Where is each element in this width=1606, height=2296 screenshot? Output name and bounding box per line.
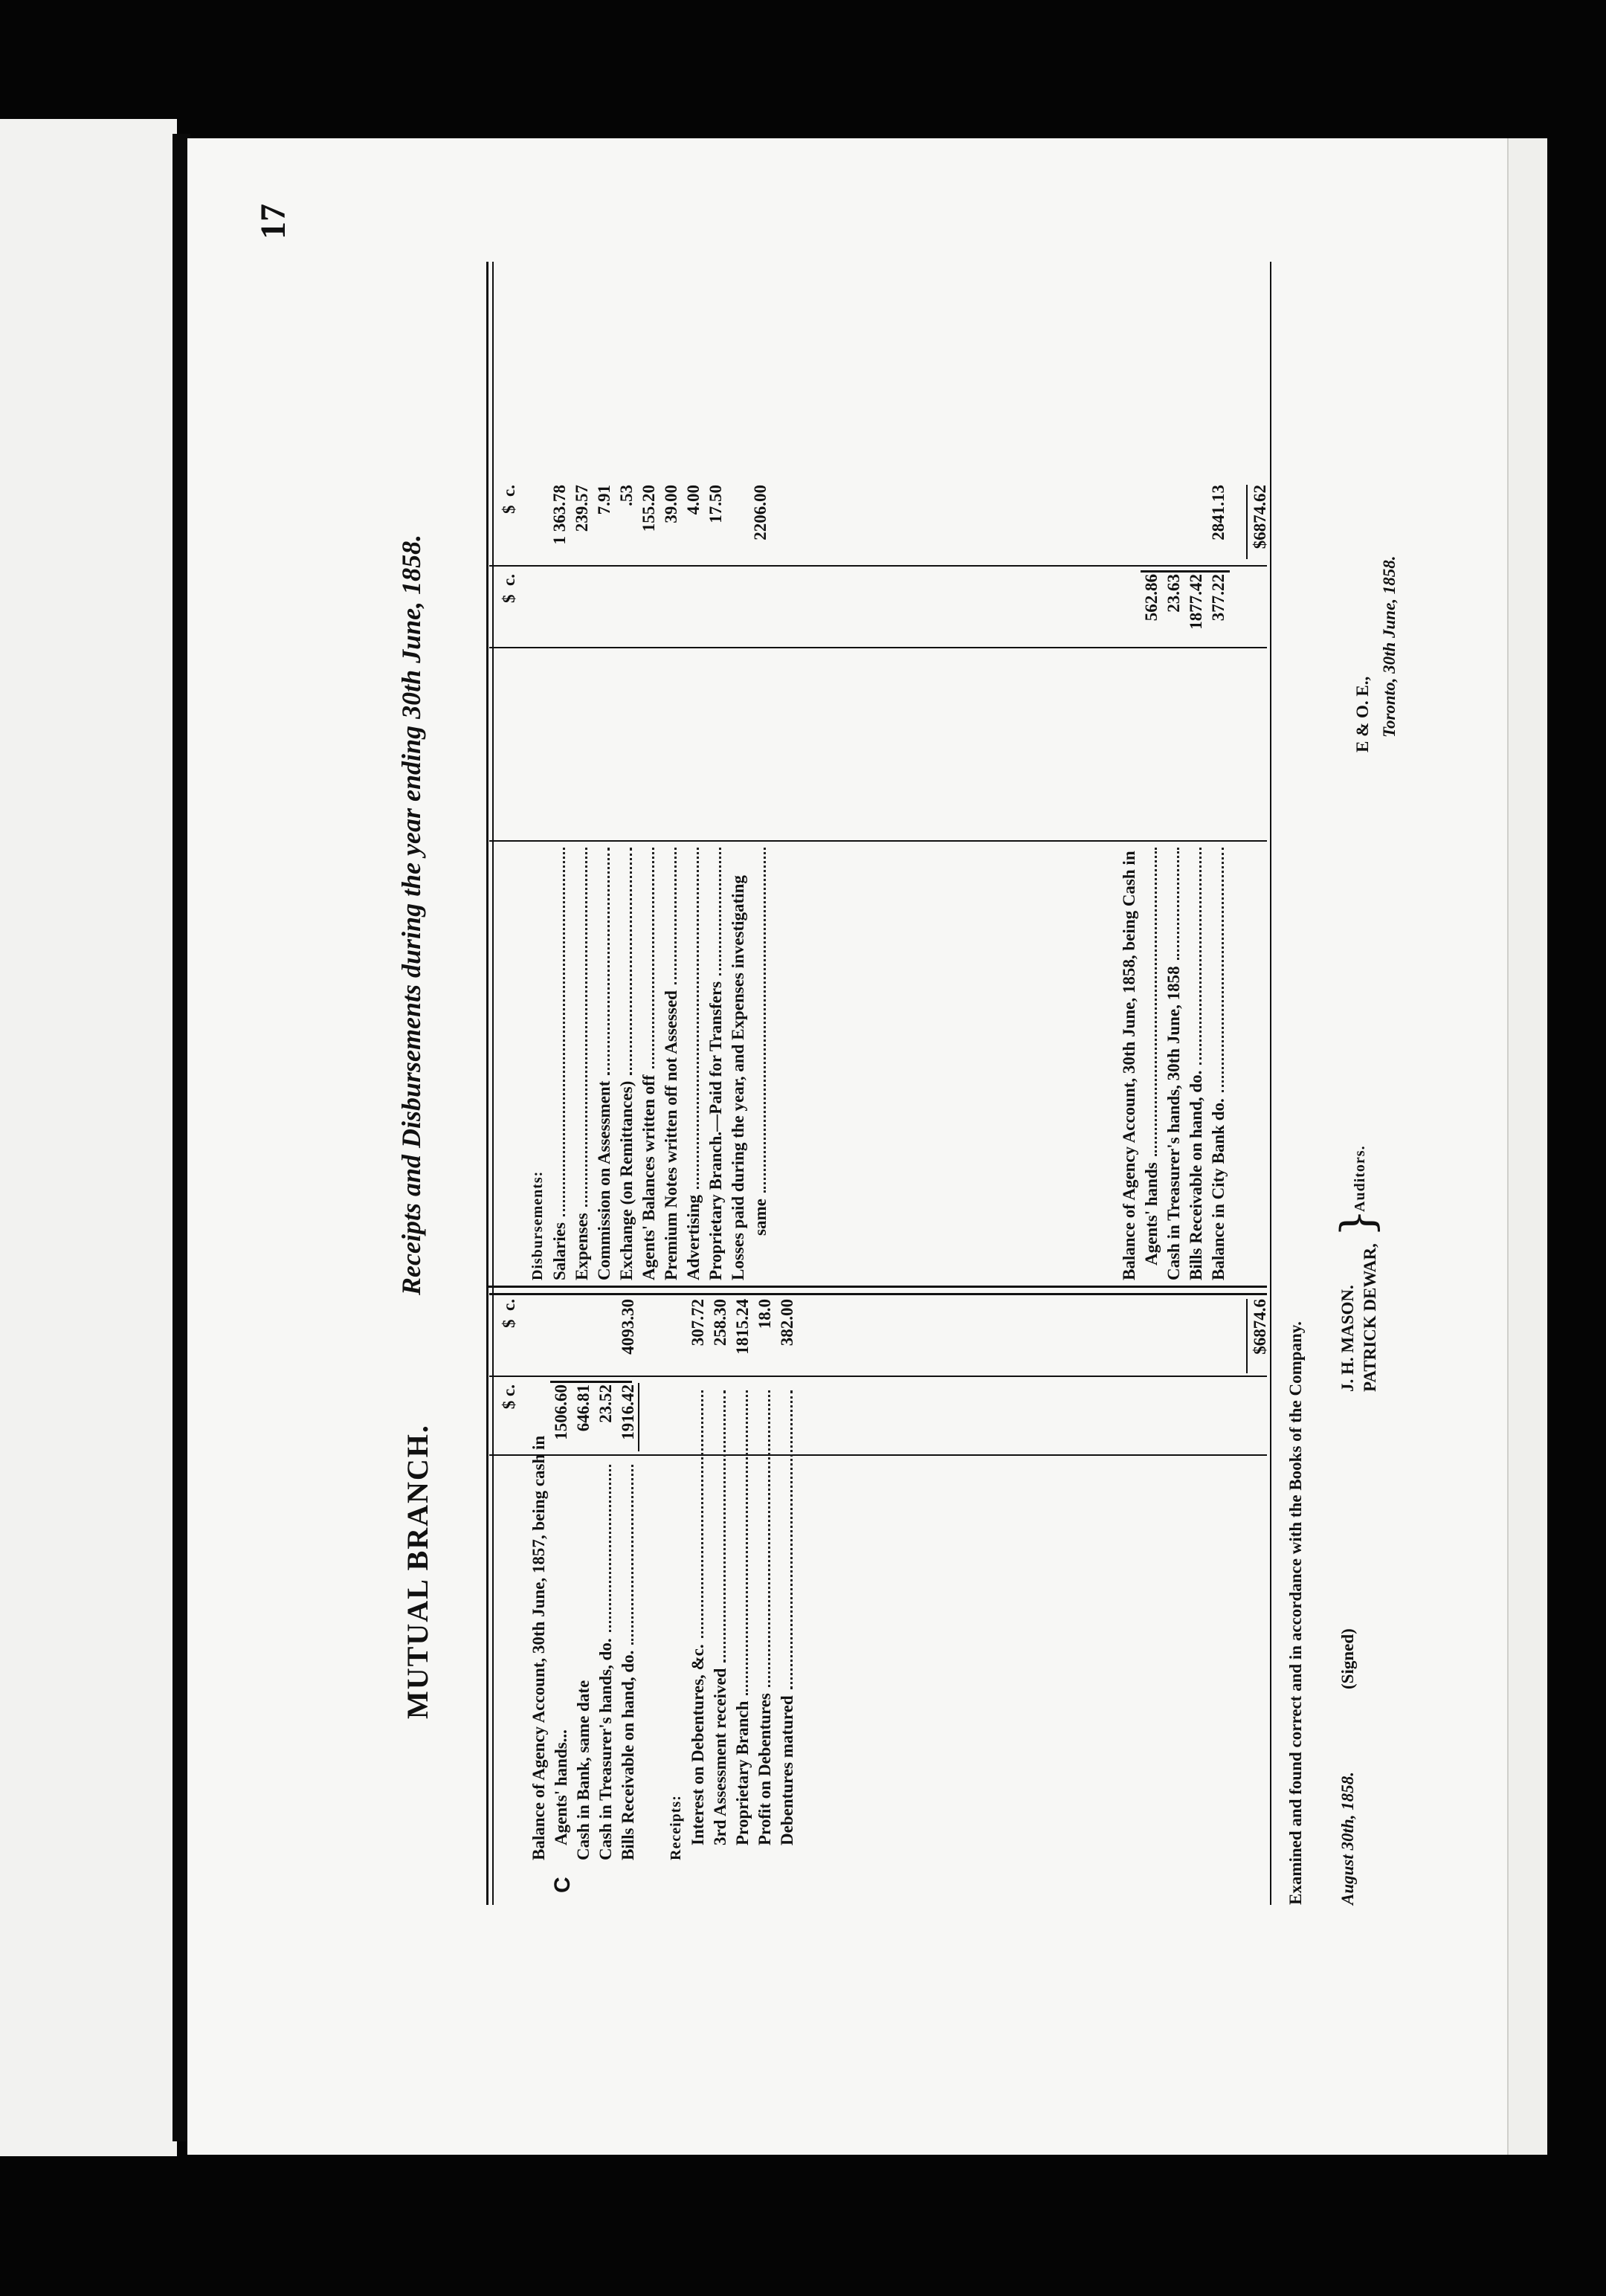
disbursement-item: Premium Notes written off not Assessed <box>660 842 683 1280</box>
receipts-col-rule-1 <box>489 1454 1267 1456</box>
closing-bracket <box>1141 570 1230 573</box>
closing-item: Balance in City Bank do. <box>1207 842 1230 1280</box>
disbursement-amount: 17.50 <box>706 485 725 523</box>
closing-total: 2841.13 <box>1209 485 1228 541</box>
disbursement-item: Salaries <box>549 842 571 1280</box>
receipts-amount: 18.0 <box>755 1299 774 1329</box>
disbursements-heading: Disbursements: <box>529 1170 546 1280</box>
opening-items-list <box>573 1459 639 1860</box>
disbursement-amount: 239.57 <box>573 485 591 532</box>
opening-amount: 1506.60 <box>552 1384 570 1440</box>
disbursements-amounts <box>549 485 772 559</box>
disb-currency-header: $ c. <box>500 574 518 603</box>
disbursements-grand-total: $6874.62 <box>1251 485 1269 549</box>
auditors-brace: } <box>1332 1208 1384 1237</box>
closing-label-line1: Balance of Agency Account, 30th June, 1858, being Cash in <box>1120 851 1138 1280</box>
closing-item: Bills Receivable on hand, do. <box>1185 842 1207 1280</box>
disbursement-amount: 155.20 <box>639 485 658 532</box>
opening-label-line2: Agents' hands... <box>552 1729 570 1845</box>
receipts-item: Profit on Debentures <box>754 1384 776 1845</box>
main-heading: Receipts and Disbursements during the year ending 30th June, 1858. <box>396 534 426 1295</box>
disbursement-item: Exchange (on Remittances) <box>616 842 638 1280</box>
certification-date: August 30th, 1858. <box>1338 1772 1357 1905</box>
opening-item: Cash in Treasurer's hands, do. <box>595 1459 617 1860</box>
closing-amount: 23.63 <box>1164 574 1183 613</box>
disbursement-item: Agents' Balances written off <box>638 842 660 1280</box>
disbursement-amount: 39.00 <box>662 485 680 523</box>
disbursement-item: Proprietary Branch.—Paid for Transfers <box>705 842 727 1280</box>
opening-bracket <box>550 1381 632 1383</box>
disbursement-amount: 2206.00 <box>751 485 770 541</box>
receipts-currency-header-2: $ c. <box>500 1299 518 1328</box>
branch-title: MUTUAL BRANCH. <box>401 1424 434 1719</box>
opening-total-rule <box>638 1383 639 1451</box>
receipts-amount: 258.30 <box>711 1299 729 1347</box>
table-bottom-rule <box>1270 262 1271 1905</box>
opening-item: Cash in Bank, same date <box>574 1680 593 1860</box>
margin-mark: C <box>550 1877 575 1893</box>
closing-amount: 1877.42 <box>1187 574 1205 630</box>
receipts-col-rule-3 <box>489 1293 1267 1295</box>
closing-items-list <box>1141 842 1230 1280</box>
receipts-items-list <box>687 1384 799 1845</box>
signed-label: (Signed) <box>1338 1628 1357 1689</box>
eoe-mark: E & O. E., <box>1353 676 1372 752</box>
opening-amounts <box>550 1384 639 1451</box>
receipts-amount: 1815.24 <box>733 1299 752 1355</box>
opening-label-line1: Balance of Agency Account, 30th June, 1857, being cash in <box>529 1435 548 1860</box>
disbursement-amount: 1 363.78 <box>550 485 569 545</box>
opening-amount: 1916.42 <box>619 1384 637 1440</box>
table-top-rule-2 <box>492 262 494 1905</box>
auditor-2: PATRICK DEWAR, <box>1361 1243 1379 1392</box>
disbursement-item: Expenses <box>571 842 593 1280</box>
disbursement-item: Losses paid during the year, and Expenses investigating <box>729 875 747 1280</box>
auditor-1: J. H. MASON. <box>1338 1285 1357 1392</box>
receipts-amount: 307.72 <box>688 1299 707 1347</box>
receipts-currency-header: $ c. <box>500 1384 518 1410</box>
closing-amount: 377.22 <box>1209 574 1228 622</box>
disbursements-items-list <box>549 842 772 1280</box>
receipts-col-rule-2 <box>489 1376 1267 1377</box>
receipts-total-rule <box>1246 1299 1248 1373</box>
opening-total: 4093.30 <box>619 1299 637 1355</box>
receipts-amounts <box>687 1299 799 1373</box>
closing-item: Cash in Treasurer's hands, 30th June, 1858 <box>1163 842 1185 1280</box>
auditors-label: Auditors. <box>1352 1145 1368 1212</box>
center-divider <box>486 1286 1267 1288</box>
closing-item: Agents' hands <box>1141 842 1163 1280</box>
receipts-item: 3rd Assessment received <box>709 1384 732 1845</box>
disbursement-item: Advertising <box>683 842 705 1280</box>
disb-col-rule-2 <box>489 647 1267 648</box>
disbursement-amount: 7.91 <box>595 485 613 515</box>
opening-item: Bills Receivable on hand, do. <box>617 1459 639 1860</box>
disbursement-item: same <box>749 842 772 1280</box>
closing-amounts <box>1141 574 1230 641</box>
receipts-item: Debentures matured <box>776 1384 799 1845</box>
opening-amount: 646.81 <box>574 1384 593 1432</box>
closing-amount: 562.86 <box>1142 574 1161 622</box>
disbursement-item: Commission on Assessment <box>593 842 616 1280</box>
receipts-heading: Receipts: <box>668 1795 684 1860</box>
disbursement-amount: 4.00 <box>684 485 703 515</box>
receipts-item: Interest on Debentures, &c. <box>687 1384 709 1845</box>
certification-text: Examined and found correct and in accordance with the Books of the Company. <box>1286 1321 1305 1905</box>
receipts-amount: 382.00 <box>778 1299 796 1347</box>
page-edge <box>1507 138 1547 2155</box>
disb-total-rule <box>1246 485 1248 559</box>
rotated-content <box>192 128 1486 2150</box>
disbursement-amount <box>727 485 749 559</box>
facing-page <box>0 119 177 2156</box>
table-top-rule <box>486 262 488 1905</box>
disb-currency-header-2: $ c. <box>500 485 518 514</box>
page-number: 17 <box>254 204 293 239</box>
place-date: Toronto, 30th June, 1858. <box>1380 555 1399 738</box>
disb-col-rule-3 <box>489 565 1267 567</box>
receipts-grand-total: $6874.6 <box>1251 1299 1269 1355</box>
disbursement-amount: .53 <box>617 485 636 506</box>
receipts-item: Proprietary Branch <box>732 1384 754 1845</box>
opening-amount: 23.52 <box>596 1384 615 1423</box>
